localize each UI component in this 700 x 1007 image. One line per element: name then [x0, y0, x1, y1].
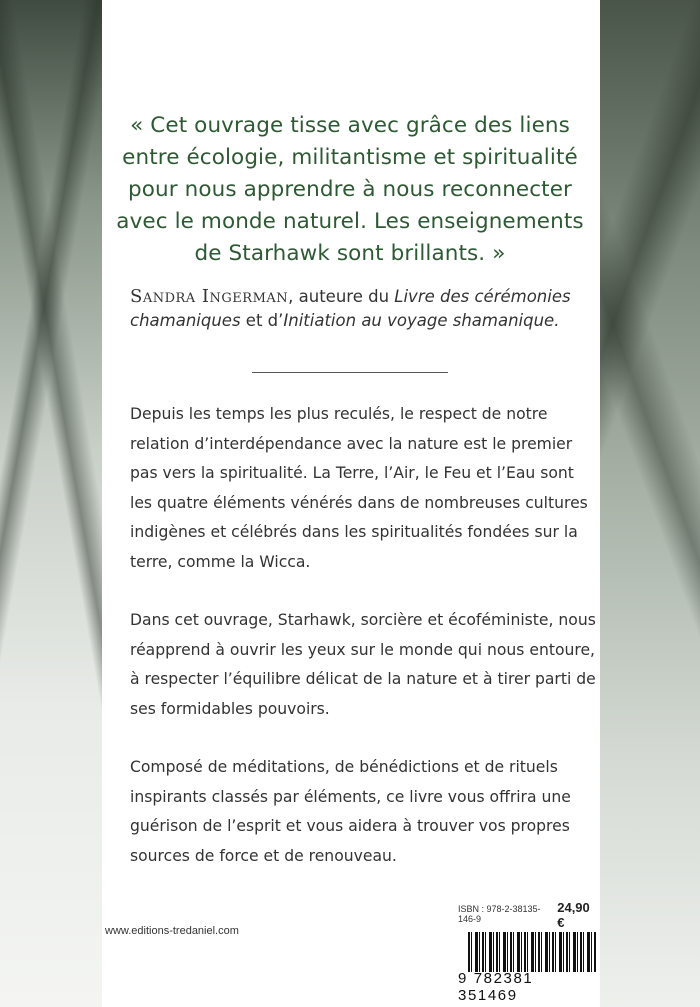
- barcode-icon: [468, 932, 596, 972]
- description: [130, 400, 600, 900]
- open-quote-mark: «: [130, 113, 144, 138]
- forest-image-right: [600, 0, 700, 1007]
- book-title-1: Livre des cérémonies chamaniques: [130, 287, 571, 330]
- barcode-digits: 9 782381 351469: [458, 970, 534, 1004]
- isbn: ISBN : 978-2-38135-146-9: [458, 904, 541, 924]
- author-name: Sandra Ingerman: [130, 286, 289, 307]
- publisher-url: www.editions-tredaniel.com: [105, 925, 239, 937]
- endorsement-quote: [110, 110, 590, 270]
- quote-text: Cet ouvrage tisse avec grâce des liens entre écologie, militantisme et spiritualité pour nous apprendre à nous reconnecter avec le monde naturel. Les enseignements de Starhawk sont brillants.: [116, 113, 584, 266]
- book-title-2: Initiation au voyage shamanique.: [283, 311, 560, 330]
- attr-text: , auteure du: [288, 287, 395, 306]
- quote-attribution: [130, 285, 580, 333]
- price: 24,90 €: [557, 900, 590, 930]
- barcode-block: [458, 900, 598, 1004]
- divider: [252, 372, 448, 373]
- paragraph: Composé de méditations, de bénédictions et de rituels inspirants classés par éléments, ce livre vous offrira une guérison de l’esprit et vous aidera à trouver vos propres sources de force et de renouveau.: [130, 758, 571, 865]
- paragraph: Dans cet ouvrage, Starhawk, sorcière et écoféministe, nous réapprend à ouvrir les yeux sur le monde qui nous entoure, à respecter l’équilibre délicat de la nature et à tirer parti de ses formidables pouvoirs.: [130, 611, 596, 718]
- close-quote-mark: »: [492, 241, 506, 266]
- attr-text: et d’: [240, 311, 284, 330]
- forest-image-left: [0, 0, 102, 1007]
- paragraph: Depuis les temps les plus reculés, le respect de notre relation d’interdépendance avec la nature est le premier pas vers la spiritualité. La Terre, l’Air, le Feu et l’Eau sont les quatre éléments vénérés dans de nombreuses cultures indigènes et célébrés dans les spiritualités fondées sur la terre, comme la Wicca.: [130, 405, 588, 571]
